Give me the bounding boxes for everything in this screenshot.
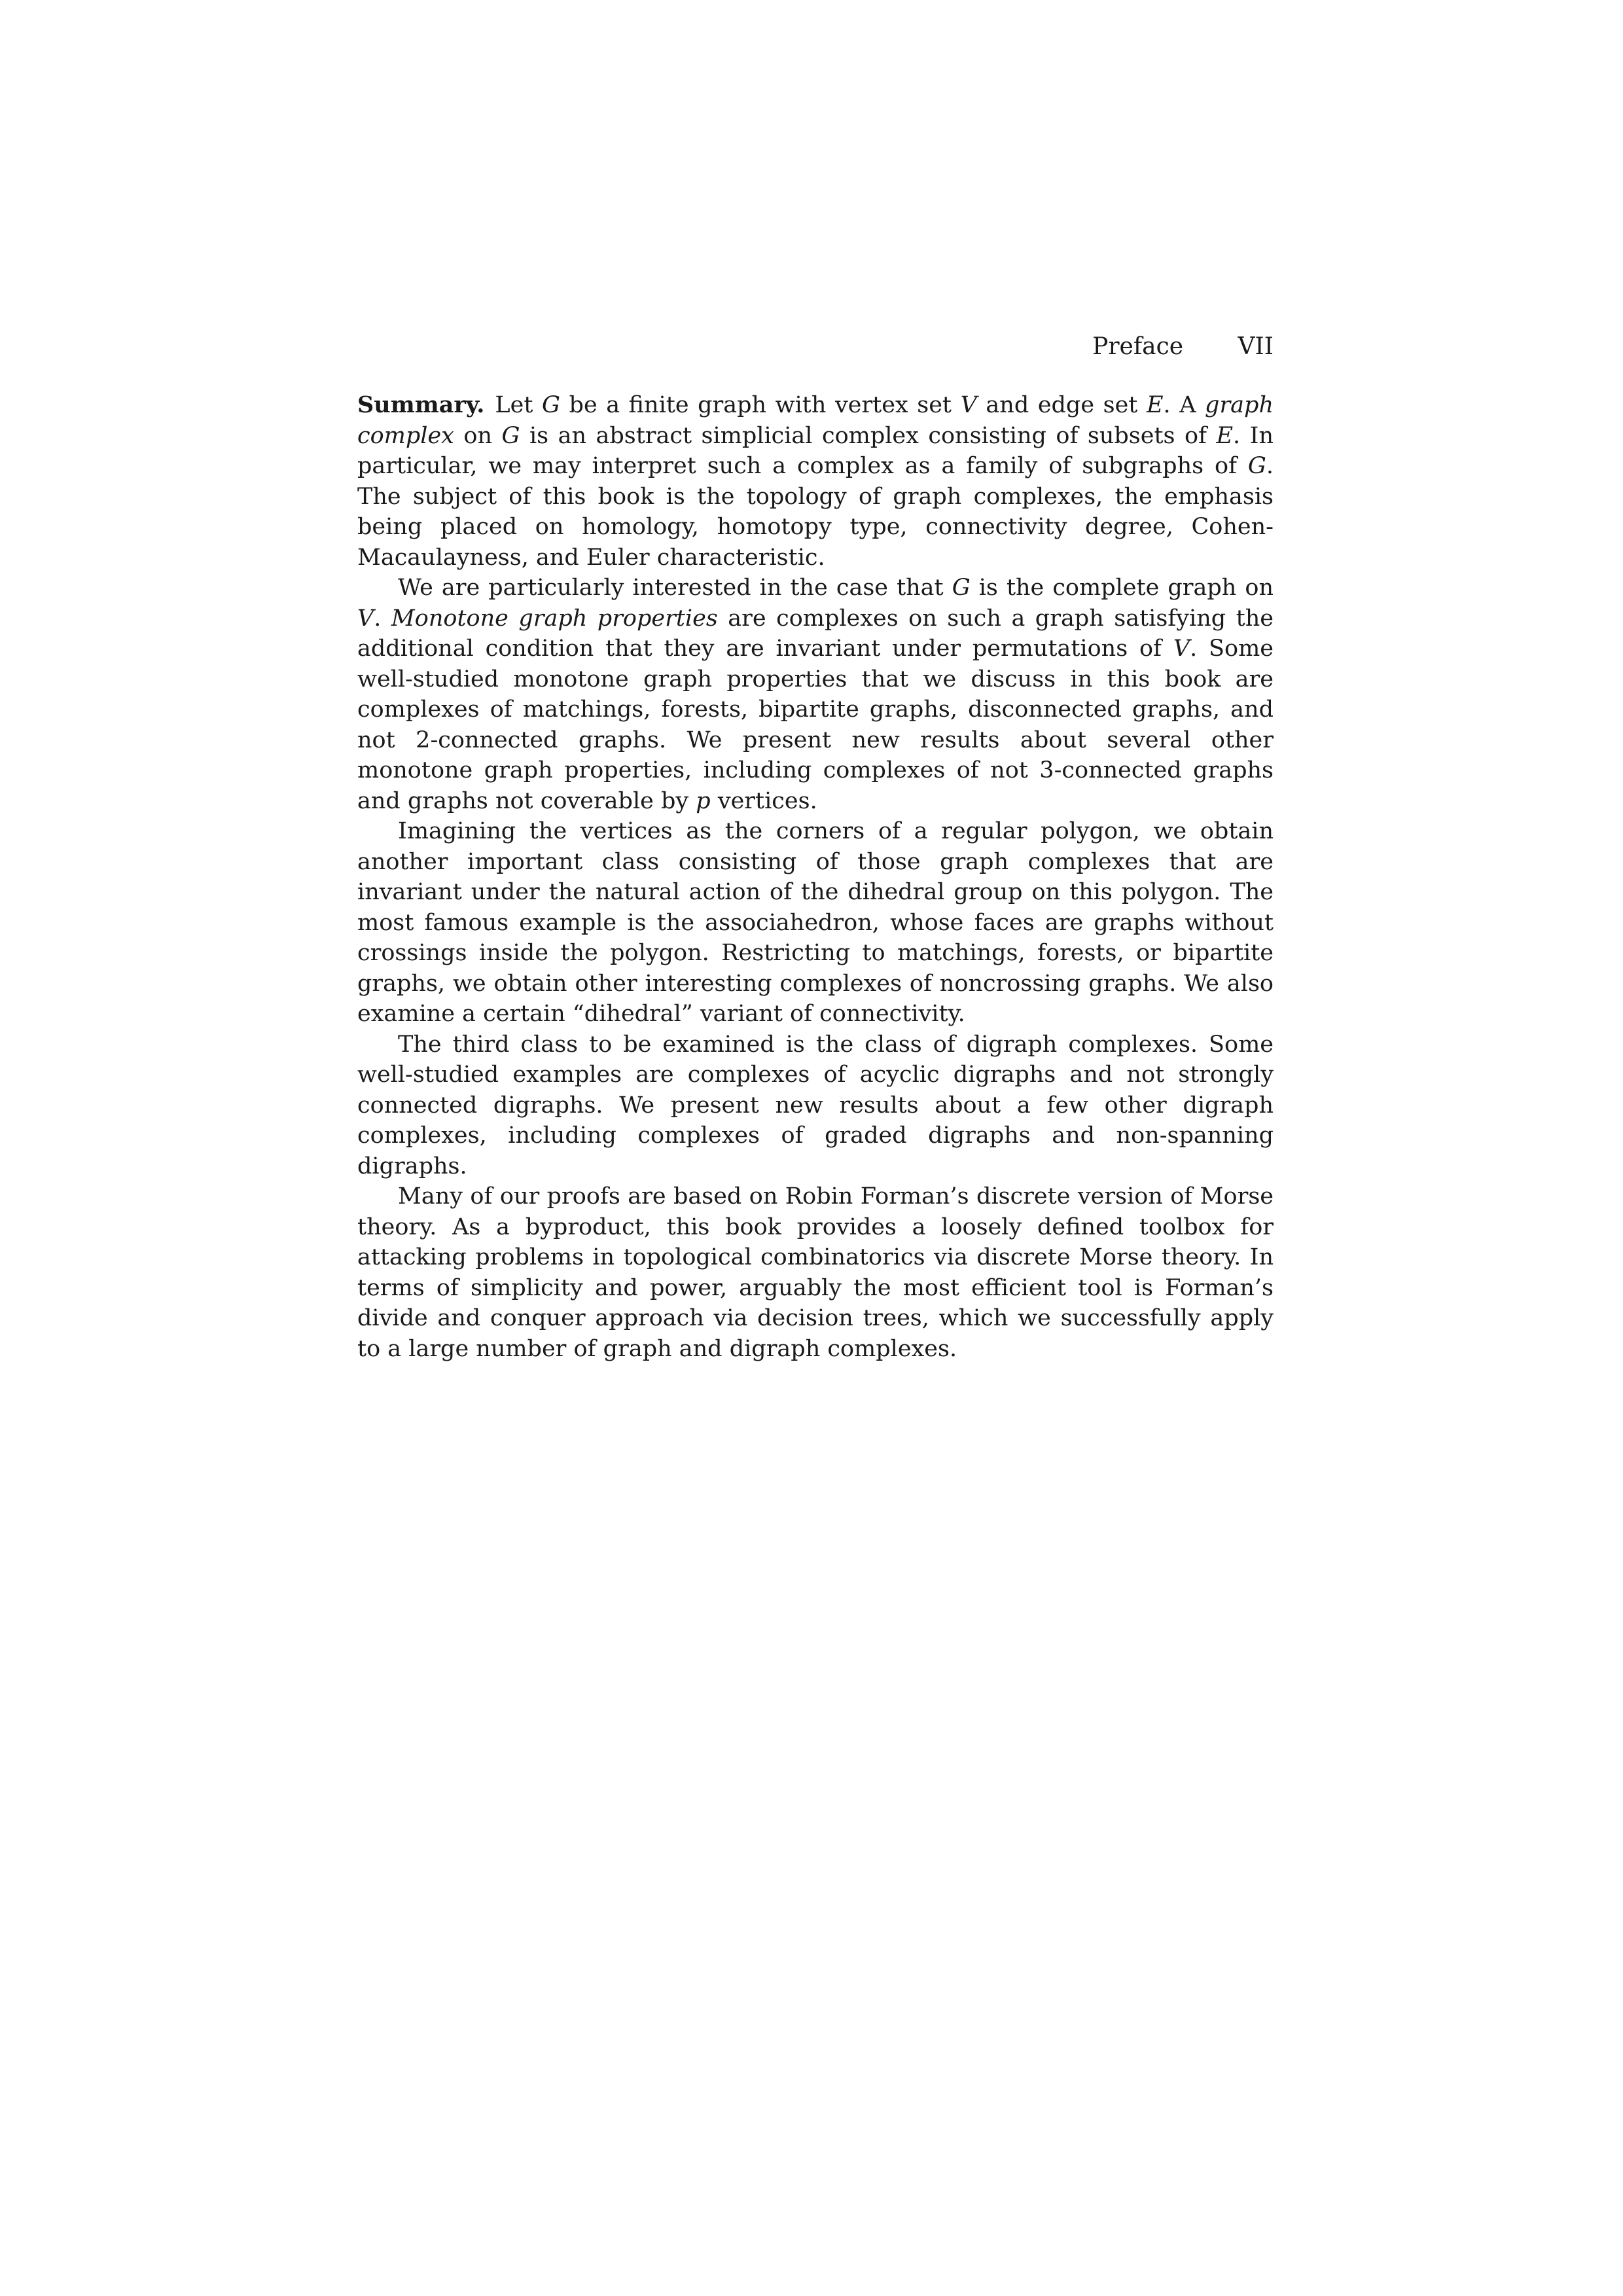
italic-text-run: Monotone graph properties xyxy=(391,605,718,632)
text-run: is an abstract simplicial complex consisting of subsets of xyxy=(520,422,1217,449)
text-run: on xyxy=(454,422,502,449)
summary-body xyxy=(357,390,1274,1364)
italic-text-run: G xyxy=(501,422,520,449)
text-run: . Some well-studied monotone graph properties that we discuss in this book are complexes of matchings, forests, bipartite graphs, disconnected graphs, and not 2-connected graphs. We present new results about several other monotone graph properties, including complexes of not 3-connected graphs and graphs not coverable by xyxy=(357,636,1274,814)
italic-text-run: V xyxy=(1173,636,1190,662)
text-run: Many of our proofs are based on Robin Forman’s discrete version of Morse theory. As a byproduct, this book provides a loosely defined toolbox for attacking problems in topological combinatorics via discrete Morse theory. In terms of simplicity and power, arguably the most efficient tool is Forman’s divide and conquer approach via decision trees, which we successfully apply to a large number of graph and digraph complexes. xyxy=(357,1183,1274,1362)
text-run: . A xyxy=(1163,392,1205,418)
italic-text-run: graph complex xyxy=(357,392,1274,449)
text-run: . xyxy=(374,605,391,632)
running-head xyxy=(357,331,1274,363)
text-run: We are particularly interested in the case that xyxy=(398,575,952,601)
page-number: VII xyxy=(1238,333,1274,360)
italic-text-run: G xyxy=(1247,453,1266,479)
text-run: The third class to be examined is the class of digraph complexes. Some well-studied examples are complexes of acyclic digraphs and not strongly connected digraphs. We present new results about a few other digraph complexes, including complexes of graded digraphs and non-spanning digraphs. xyxy=(357,1031,1274,1179)
text-run: is the complete graph on xyxy=(970,575,1274,601)
summary-paragraph-3 xyxy=(357,816,1274,1030)
text-run: be a finite graph with vertex set xyxy=(560,392,961,418)
text-run: Imagining the vertices as the corners of a regular polygon, we obtain another important class consisting of those graph complexes that are invariant under the natural action of the dihedral group on this polygon. The most famous example is the associahedron, whose faces are graphs without crossings inside the polygon. Restricting to matchings, forests, or bipartite graphs, we obtain other interesting complexes of noncrossing graphs. We also examine a certain “dihedral” variant of connectivity. xyxy=(357,818,1274,1027)
summary-heading: Summary. xyxy=(357,391,485,418)
text-run: . In particular, we may interpret such a complex as a family of subgraphs of xyxy=(357,422,1274,479)
text-run: Let xyxy=(495,392,543,418)
text-run: . The subject of this book is the topology of graph complexes, the emphasis being placed on homology, homotopy type, connectivity degree, Cohen-Macaulayness, and Euler characteristic. xyxy=(357,453,1274,571)
summary-paragraph-2 xyxy=(357,573,1274,816)
summary-paragraph-1 xyxy=(357,390,1274,573)
italic-text-run: E xyxy=(1146,392,1164,418)
summary-paragraph-5 xyxy=(357,1181,1274,1364)
text-run: and edge set xyxy=(976,392,1147,418)
italic-text-run: V xyxy=(357,605,374,632)
running-head-section-title: Preface xyxy=(1092,333,1184,360)
italic-text-run: E xyxy=(1216,422,1234,449)
text-run: vertices. xyxy=(710,787,817,814)
summary-paragraph-1-text xyxy=(357,392,1274,571)
italic-text-run: G xyxy=(542,392,560,418)
italic-text-run: p xyxy=(696,787,711,814)
text-run: are complexes on such a graph satisfying the additional condition that they are invariant under permutations of xyxy=(357,605,1274,662)
summary-paragraph-4 xyxy=(357,1030,1274,1182)
italic-text-run: G xyxy=(952,575,971,601)
italic-text-run: V xyxy=(960,392,977,418)
